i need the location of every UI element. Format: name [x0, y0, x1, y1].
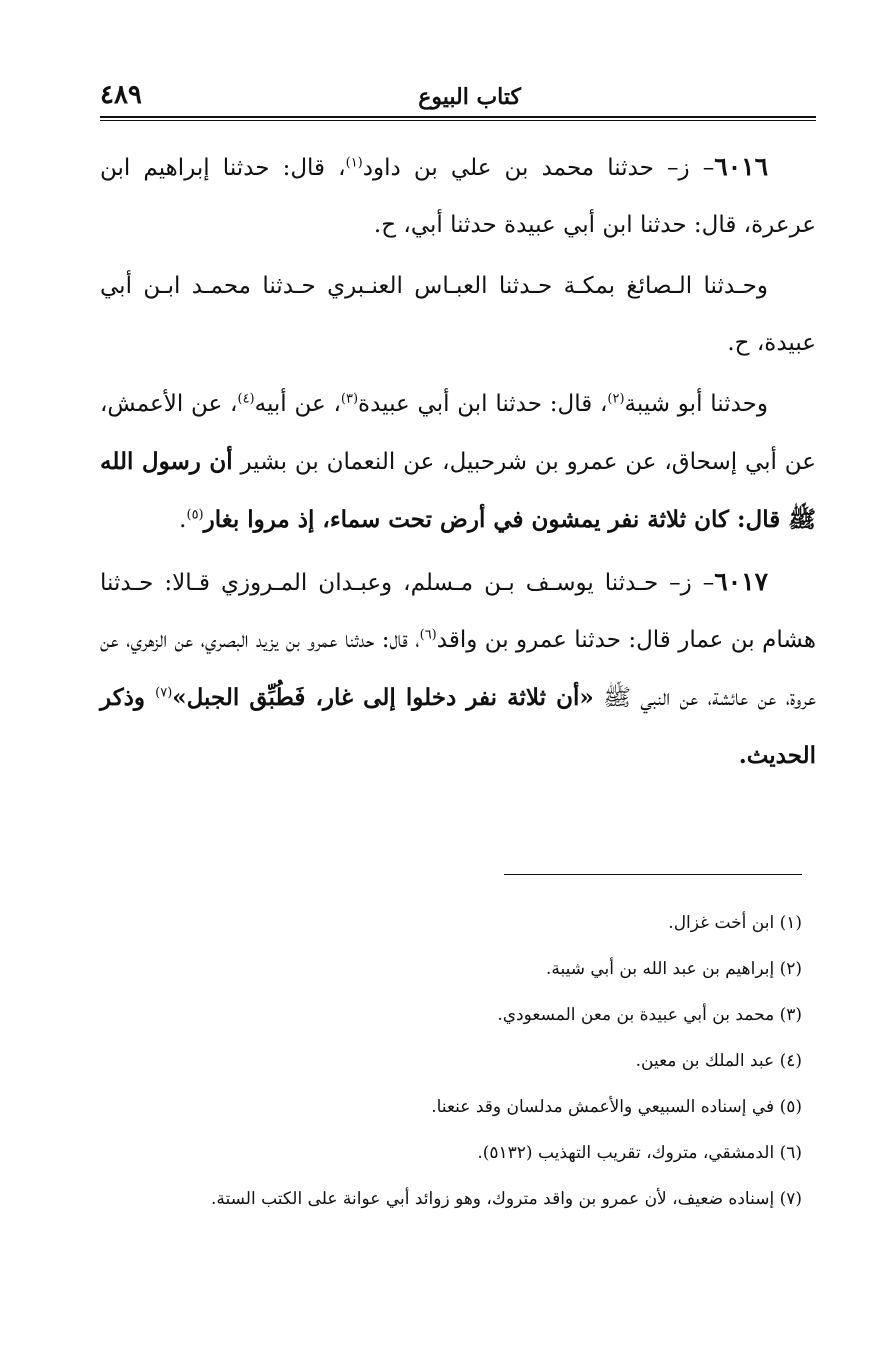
footnote-ref: (١) [345, 155, 363, 171]
footnote: (٤) عبد الملك بن معين. [635, 1051, 802, 1071]
hadith-number: ٦٠١٦ [714, 152, 768, 181]
header-divider [100, 116, 816, 121]
hadith-text: ، قال: حدثنا عمرو بن يزيد البصري، عن الزهري، عن عروة، عن عائشة، عن النبي ﷺ [100, 627, 817, 711]
hadith-text: ، عن أبيه [254, 391, 341, 417]
hadith-text: – ز– حـدثنا يوسـف بـن مـسلم، وعبـدان المـروزي قـالا: حـدثنا هشام بن عمار قال: حدثنا عمرو بن واقد [100, 570, 816, 653]
hadith-matn: وذكر الحديث. [100, 684, 816, 769]
hadith-text: ، عن الأعمش، عن أبي إسحاق، عن عمرو بن شرحبيل، عن النعمان بن بشير [100, 391, 816, 475]
footnote-ref: (٧) [155, 685, 173, 701]
footnote-ref: (٢) [607, 391, 625, 407]
footnote: (٥) في إسناده السبيعي والأعمش مدلسان وقد عنعنا. [431, 1097, 802, 1117]
footnote: (٣) محمد بن أبي عبيدة بن معن المسعودي. [497, 1005, 802, 1025]
hadith-matn: «أن ثلاثة نفر دخلوا إلى غار، فَطُبِّق الجبل» [172, 684, 594, 711]
footnote-divider [504, 874, 802, 875]
footnotes [82, 900, 802, 1222]
footnote: (٢) إبراهيم بن عبد الله بن أبي شيبة. [545, 959, 802, 979]
footnote: (١) ابن أخت غزال. [668, 913, 802, 933]
hadith-text: . [179, 507, 187, 533]
footnote: (٦) الدمشقي، متروك، تقريب التهذيب (٥١٣٢). [477, 1143, 802, 1163]
page-title: كتاب البيوع [418, 84, 521, 110]
hadith-text: وحدثنا أبو شيبة [624, 391, 768, 417]
hadith-text: ، قال: حدثنا ابن أبي عبيدة [358, 391, 608, 417]
footnote-ref: (٤) [237, 391, 255, 407]
hadith-text: ، قال: حدثنا إبراهيم ابن عرعرة، قال: حدثنا ابن أبي عبيدة حدثنا أبي، ح. [100, 155, 816, 238]
main-text [100, 138, 816, 789]
footnote: (٧) إسناده ضعيف، لأن عمرو بن واقد متروك، وهو زوائد أبي عوانة على الكتب الستة. [210, 1189, 802, 1209]
hadith-matn: أن رسول الله ﷺ قال: كان ثلاثة نفر يمشون في أرض تحت سماء، إذ مروا بغار [100, 448, 816, 533]
chain-paragraph [100, 376, 816, 549]
footnote-ref: (٣) [340, 391, 359, 407]
hadith-6017-paragraph [100, 553, 816, 785]
footnote-ref: (٦) [419, 627, 437, 643]
chain-paragraph: وحـدثنا الـصائغ بمكـة حـدثنا العبـاس العنـبري حـدثنا محمـد ابـن أبي عبيدة، ح. [100, 273, 816, 356]
page-header [100, 78, 816, 118]
hadith-6016-paragraph [100, 138, 816, 254]
hadith-number: ٦٠١٧ [714, 567, 768, 596]
page-number: ٤٨٩ [100, 80, 142, 110]
footnote-ref: (٥) [186, 507, 204, 523]
hadith-text: – ز– حدثنا محمد بن علي بن داود [362, 155, 715, 181]
